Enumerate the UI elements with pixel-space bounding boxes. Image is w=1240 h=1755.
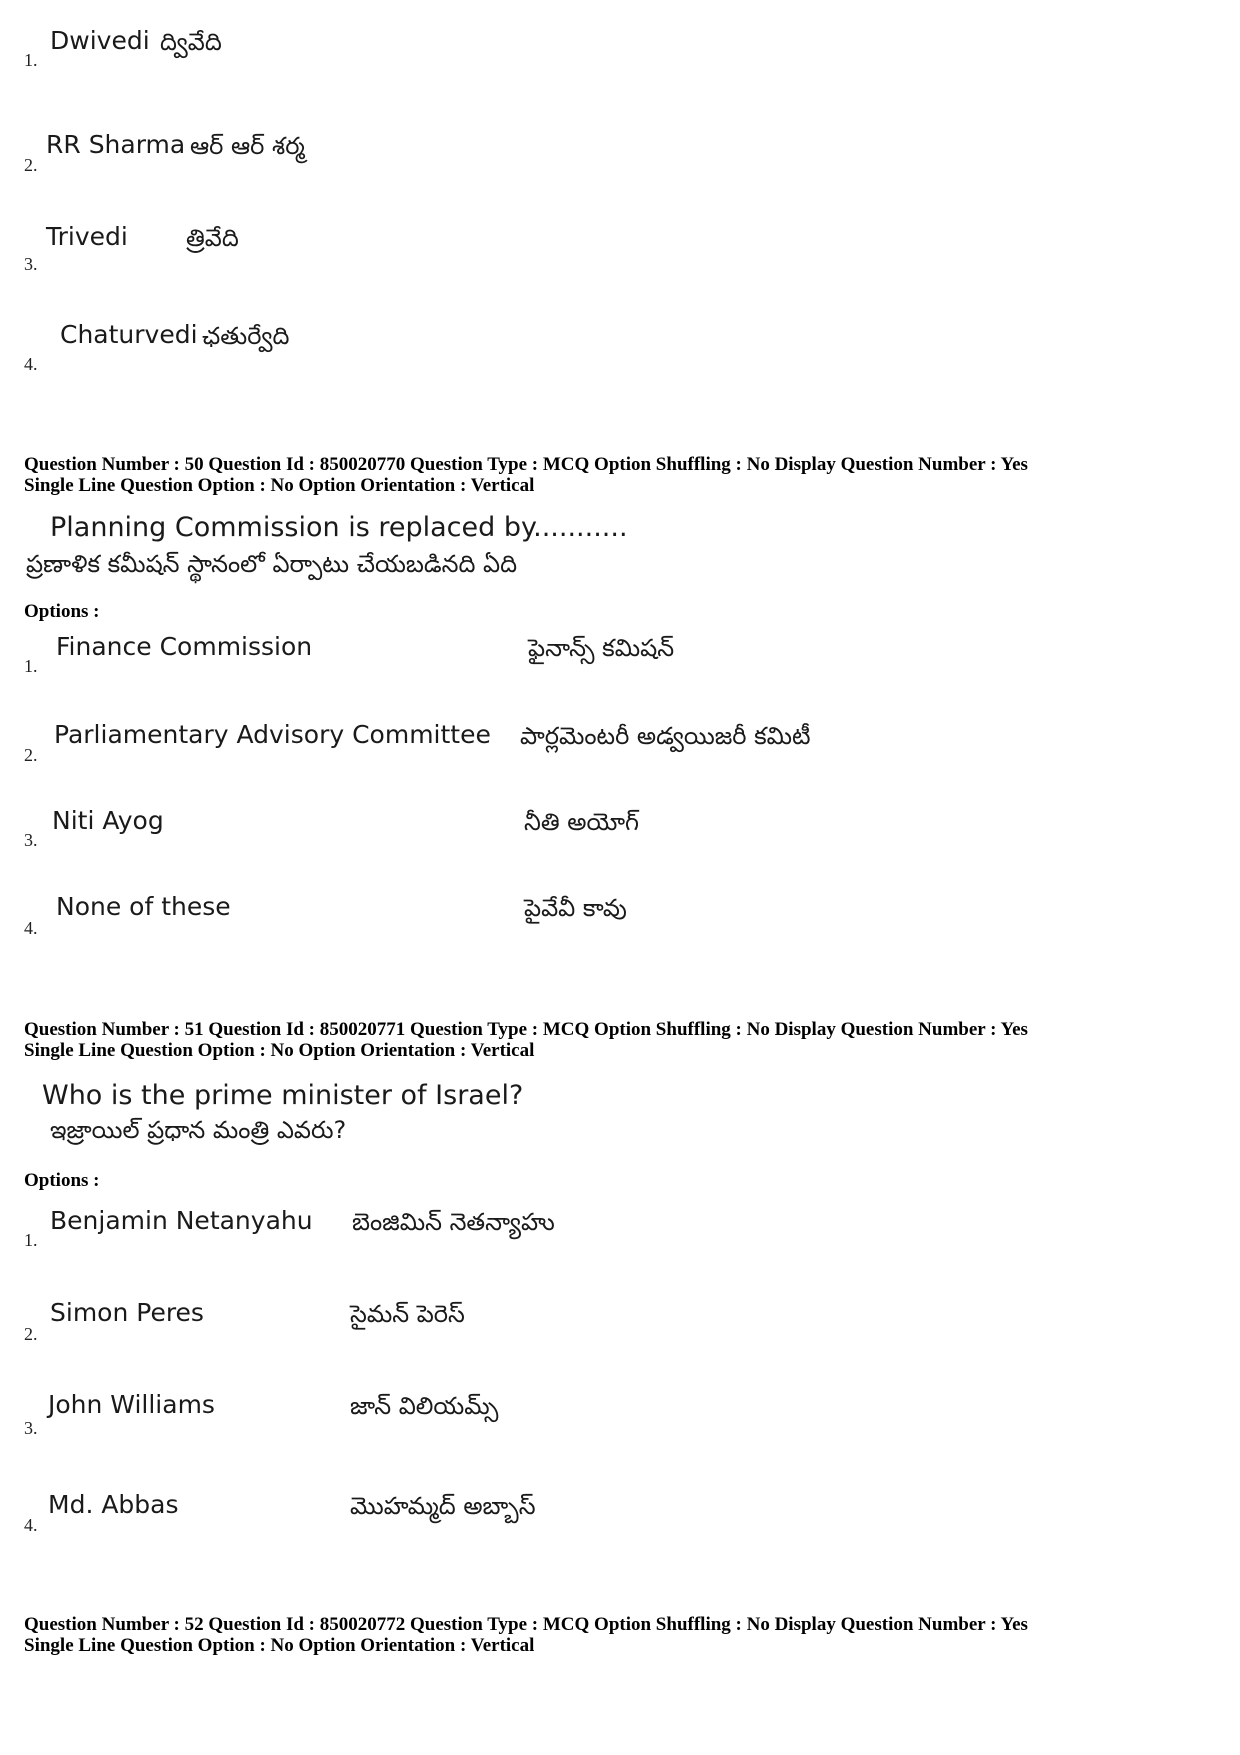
question-meta-line2: Single Line Question Option : No Option Orientation : Vertical [24,1040,535,1061]
option-text-te: ఛతుర్వేది [202,322,290,350]
question-meta-line2: Single Line Question Option : No Option Orientation : Vertical [24,1635,535,1656]
option-number: 4. [24,1515,38,1535]
option-text-en: Parliamentary Advisory Committee [54,720,491,749]
option-text-en: Benjamin Netanyahu [50,1206,313,1235]
question-meta-line1: Question Number : 51 Question Id : 850020771 Question Type : MCQ Option Shuffling : No Display Question Number : Yes [24,1019,1028,1040]
option-text-en: Chaturvedi [60,320,198,349]
option-number: 1. [24,656,38,676]
option-text-te: ఫైనాన్స్ కమిషన్ [528,634,675,662]
options-label: Options : [24,601,100,622]
option-text-te: ద్వివేది [160,28,222,56]
option-number: 2. [24,155,38,175]
option-text-te: పార్లమెంటరీ అడ్వయిజరీ కమిటీ [520,722,811,750]
options-label: Options : [24,1170,100,1191]
option-text-te: సైమన్ పెరెస్ [350,1300,465,1328]
option-text-te: జాన్ విలియమ్స్ [350,1392,499,1420]
option-text-en: Niti Ayog [52,806,164,835]
option-number: 1. [24,1230,38,1250]
option-text-en: Trivedi [46,222,128,251]
option-number: 3. [24,830,38,850]
option-text-en: RR Sharma [46,130,186,159]
option-number: 2. [24,745,38,765]
question-text-te: ప్రణాళిక కమీషన్ స్థానంలో ఏర్పాటు చేయబడినది ఏది [26,550,518,578]
option-number: 3. [24,1418,38,1438]
option-text-te: బెంజిమిన్ నెతన్యాహు [352,1208,555,1236]
question-meta-line2: Single Line Question Option : No Option Orientation : Vertical [24,475,535,496]
option-text-en: Md. Abbas [48,1490,179,1519]
option-text-te: మొహమ్మద్ అబ్బాస్ [350,1492,536,1520]
question-text-te: ఇజ్రాయిల్ ప్రధాన మంత్రి ఎవరు? [50,1116,347,1144]
option-text-en: None of these [56,892,231,921]
question-text-en: Who is the prime minister of Israel? [42,1080,524,1111]
option-number: 1. [24,50,38,70]
option-number: 4. [24,354,38,374]
question-meta-line1: Question Number : 50 Question Id : 850020770 Question Type : MCQ Option Shuffling : No Display Question Number : Yes [24,454,1028,475]
option-text-te: నీతి అయోగ్ [524,808,640,836]
option-text-te: త్రివేది [186,224,239,252]
option-text-te: పైవేవీ కావు [524,894,627,922]
option-text-en: Dwivedi [50,26,150,55]
question-meta-line1: Question Number : 52 Question Id : 850020772 Question Type : MCQ Option Shuffling : No Display Question Number : Yes [24,1614,1028,1635]
option-text-en: Simon Peres [50,1298,204,1327]
option-text-en: Finance Commission [56,632,313,661]
option-text-te: ఆర్ ఆర్ శర్మ [190,132,305,160]
option-number: 3. [24,254,38,274]
option-number: 4. [24,918,38,938]
option-number: 2. [24,1324,38,1344]
question-text-en: Planning Commission is replaced by........... [50,512,628,543]
option-text-en: John Williams [48,1390,215,1419]
